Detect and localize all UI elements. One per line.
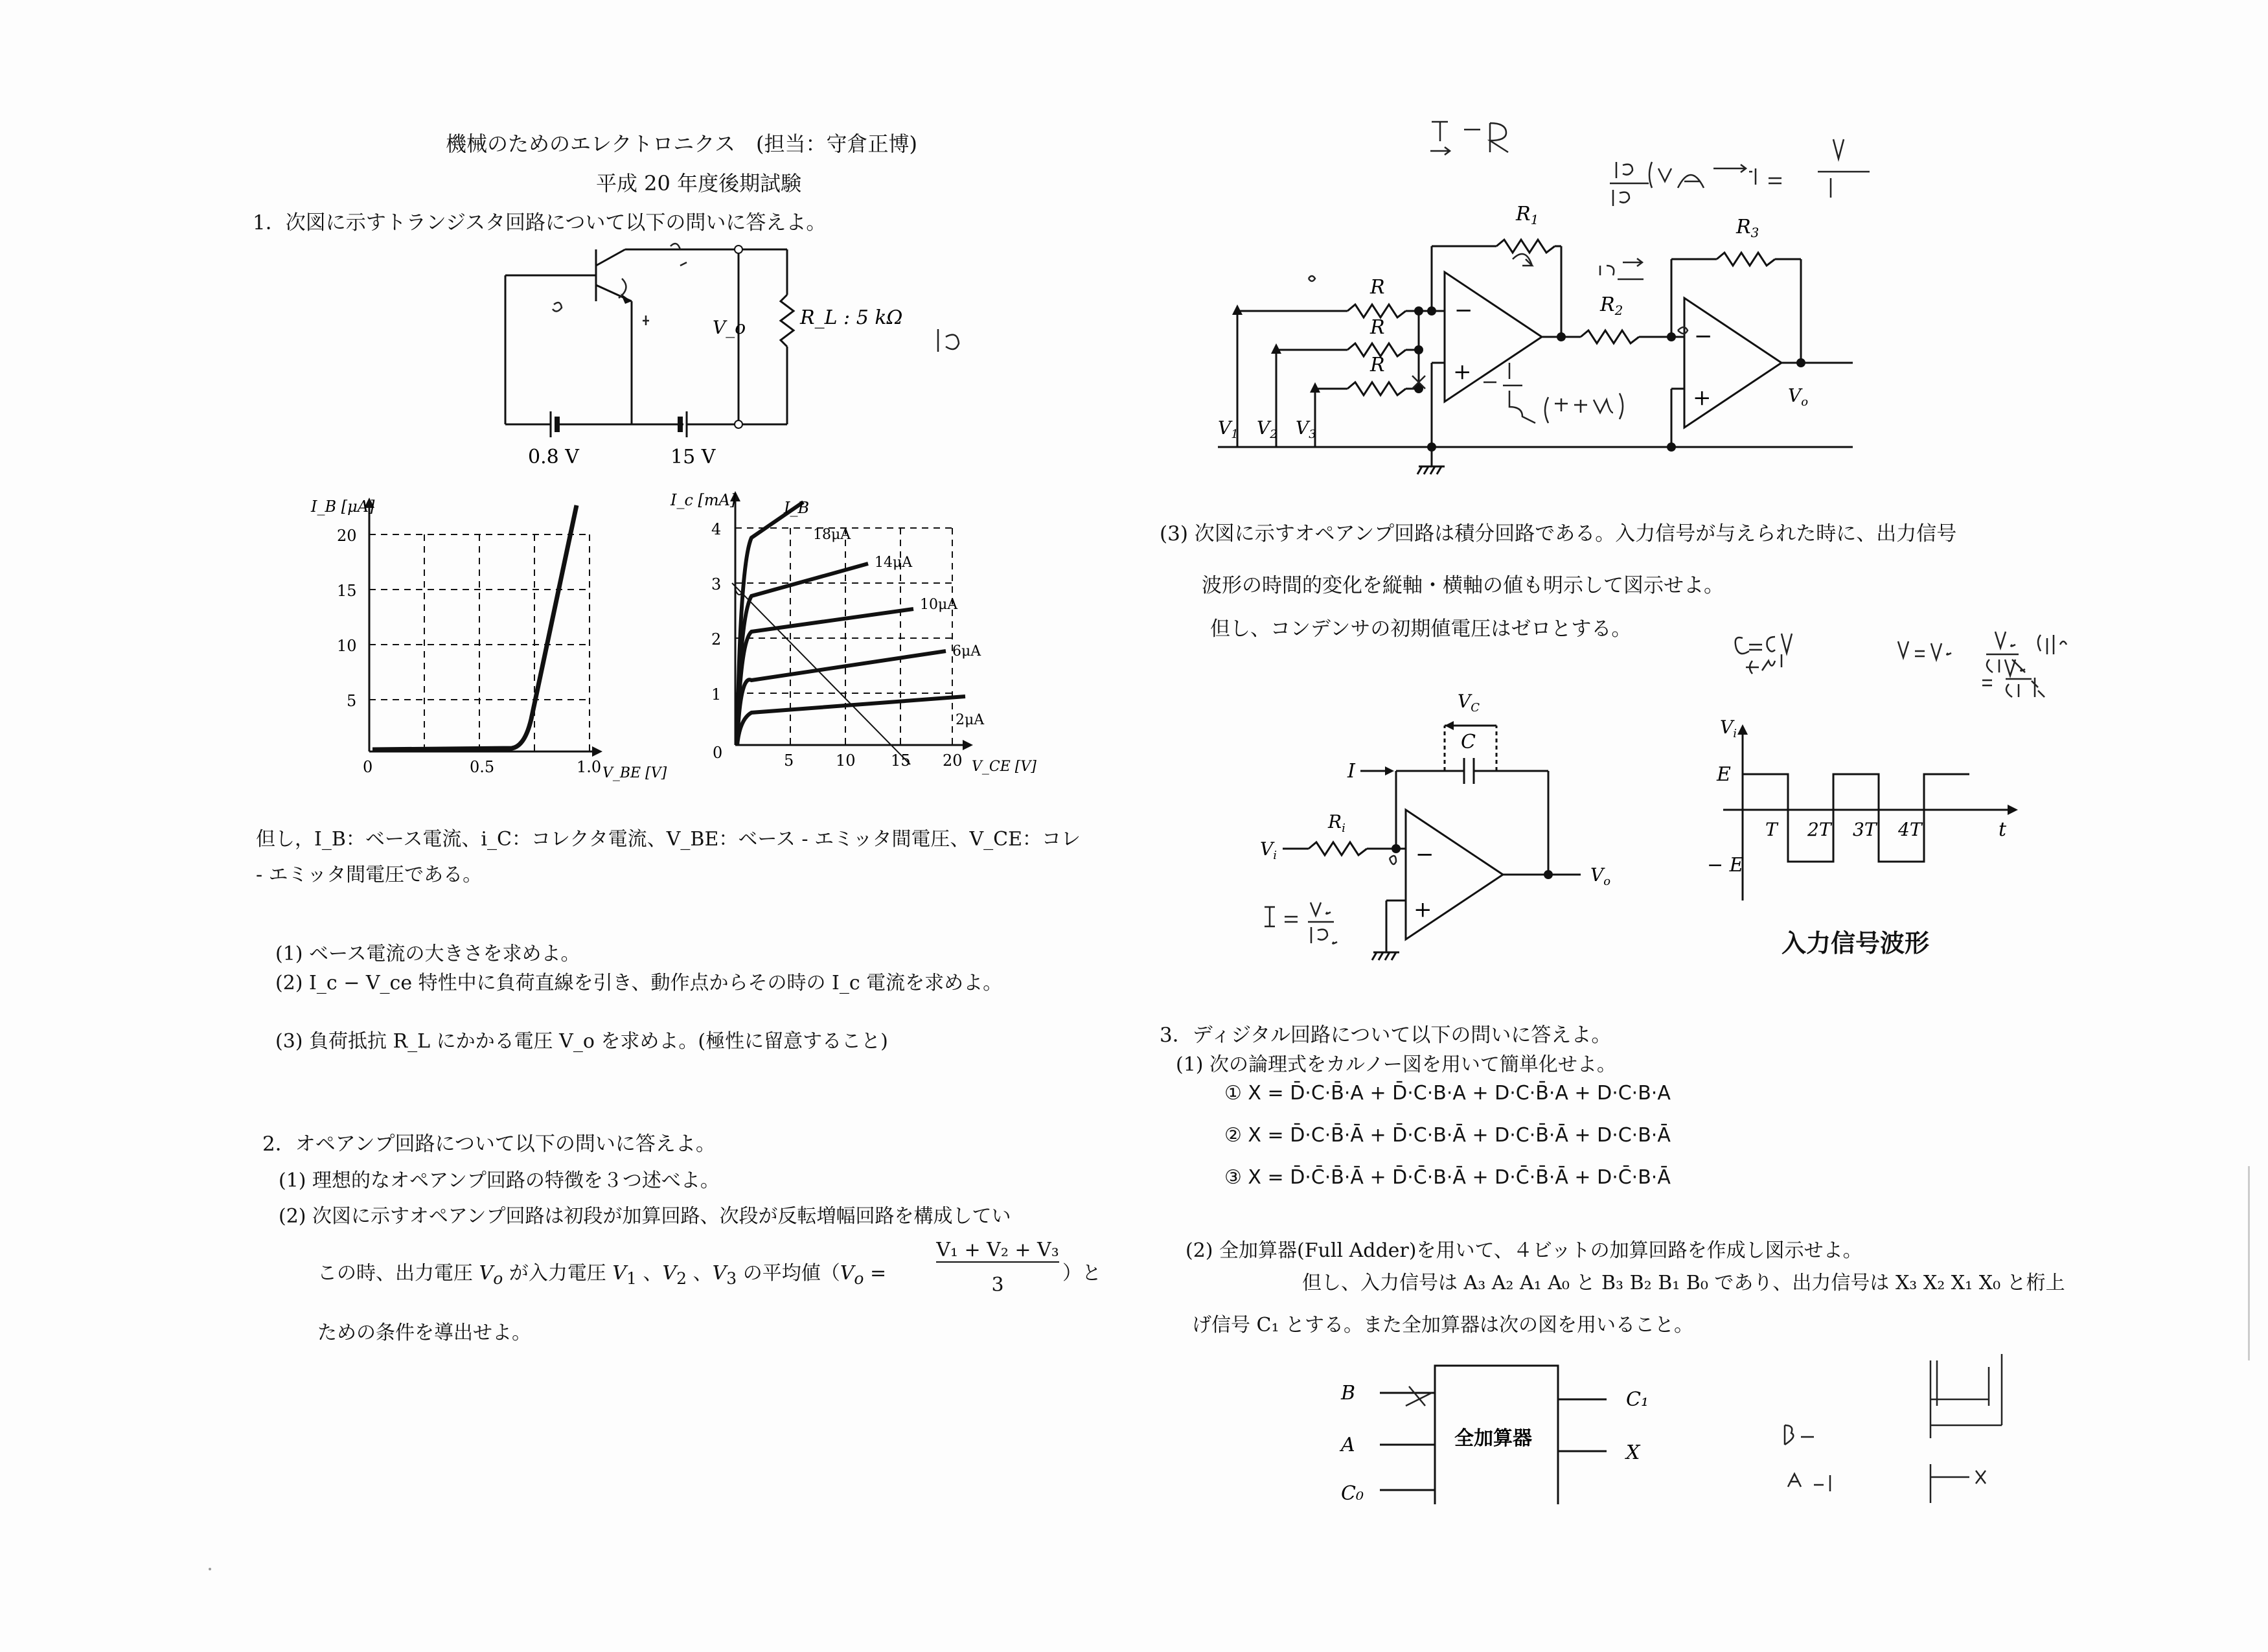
q2-item-3-line2: 波形の時間的変化を縦軸・横軸の値も明示して図示せよ。 xyxy=(1202,574,1724,597)
q3-item-1: (1) 次の論理式をカルノー図を用いて簡単化せよ。 xyxy=(1176,1053,1616,1076)
q3-item-2: (2) 全加算器(Full Adder)を用いて、４ビットの加算回路を作成し図示せよ。 xyxy=(1186,1239,1862,1262)
g2-xtick: 5 xyxy=(784,751,794,770)
adder-output-c1: C₁ xyxy=(1626,1388,1649,1411)
wave-tick-4t: 4T xyxy=(1898,819,1922,840)
q2-item-1: (1) 理想的なオペアンプ回路の特徴を３つ述べよ。 xyxy=(279,1169,720,1192)
opamp-sum-circuit xyxy=(1218,117,2034,479)
q1-note-1: 但し，I_B：ベース電流、i_C：コレクタ電流、V_BE：ベース ‐ エミッタ間電圧、V_CE：コレ xyxy=(256,828,1081,851)
full-adder-block xyxy=(1334,1354,1697,1509)
g2-xtick: 15 xyxy=(891,751,911,770)
g1-ylabel: I_B [μA] xyxy=(311,498,375,516)
svg-text:I: I xyxy=(1347,760,1355,783)
svg-text:R: R xyxy=(1370,316,1385,339)
g1-xtick: 0.5 xyxy=(470,758,495,776)
svg-text:V1: $V_1$ xyxy=(1218,417,1239,441)
adder-input-b: B xyxy=(1341,1382,1356,1405)
svg-text:Vo: $V_o$ xyxy=(1788,385,1809,409)
svg-text:R: R xyxy=(1370,276,1385,299)
ib-vbe-graph xyxy=(304,492,667,797)
svg-text:R2: $R_2$ xyxy=(1600,293,1623,318)
waveform-title: 入力信号波形 xyxy=(1781,929,1930,958)
q1-item-2: (2) I_c − V_ce 特性中に負荷直線を引き、動作点からその時の I_c 電流を求めよ。 xyxy=(275,972,1003,994)
q1-note-2: ‐ エミッタ間電圧である。 xyxy=(256,864,483,886)
svg-text:−: − xyxy=(1454,297,1473,323)
curve-label-10: 10μA xyxy=(920,597,958,613)
g1-xtick: 1.0 xyxy=(577,758,602,776)
wave-t-label: t xyxy=(1999,818,2007,841)
g2-xtick: 20 xyxy=(943,751,963,770)
input-waveform xyxy=(1684,713,2021,907)
g2-xlabel: V_CE [V] xyxy=(972,759,1037,775)
g1-origin: 0 xyxy=(363,758,373,776)
svg-text:R: R xyxy=(1370,354,1385,376)
exam-subtitle: 平成 20 年度後期試験 xyxy=(596,171,802,196)
svg-text:+: + xyxy=(1453,359,1472,385)
svg-text:Vi: $V_i$ xyxy=(1720,717,1737,740)
q2-heading: 2．オペアンプ回路について以下の問いに答えよ。 xyxy=(262,1132,716,1156)
curve-label-14: 14μA xyxy=(875,555,913,571)
q3-heading: 3．ディジタル回路について以下の問いに答えよ。 xyxy=(1160,1024,1612,1047)
formula-numerator: V₁ + V₂ + V₃ xyxy=(936,1239,1059,1261)
svg-text:V2: $V_2$ xyxy=(1257,417,1277,441)
formula-denominator: 3 xyxy=(991,1274,1004,1296)
curve-label-2: 2μA xyxy=(956,712,985,728)
g2-xtick: 10 xyxy=(836,751,856,770)
g2-ytick: 1 xyxy=(711,685,722,704)
g2-origin: 0 xyxy=(713,744,723,762)
g1-xlabel: V_BE [V] xyxy=(602,765,667,781)
rl-label: R_L : 5 kΩ xyxy=(800,306,903,329)
scan-speck xyxy=(209,1568,211,1570)
handwritten-sketch xyxy=(1775,1348,2073,1509)
handwritten-mark xyxy=(933,324,972,356)
adder-input-a: A xyxy=(1341,1434,1355,1456)
logic-eq-1: ① X = D̄·C·B̄·A + D̄·C·B·A + D·C·B̄·A + D·C·B·A xyxy=(1224,1082,1671,1105)
ic-vce-graph xyxy=(654,486,1043,797)
svg-text:Vi: $V_i$ xyxy=(1260,838,1277,862)
g2-curve-label: I_B xyxy=(784,499,810,517)
svg-text:−: − xyxy=(1415,842,1434,867)
g1-ytick: 20 xyxy=(337,527,357,545)
adder-input-c0: C₀ xyxy=(1341,1482,1364,1505)
q2-item-2-end: ための条件を導出せよ。 xyxy=(317,1322,531,1344)
g1-ytick: 10 xyxy=(337,637,357,655)
svg-text:−: − xyxy=(1694,323,1713,349)
svg-text:VC: $V_C$ xyxy=(1458,691,1480,715)
q2-item-3-line3: 但し、コンデンサの初期値電圧はゼロとする。 xyxy=(1210,617,1632,641)
q1-item-1: (1) ベース電流の大きさを求めよ。 xyxy=(275,943,580,965)
svg-text:Ri: $R_i$ xyxy=(1328,811,1346,835)
exam-title: 機械のためのエレクトロニクス (担当：守倉正博) xyxy=(446,132,918,156)
curve-label-6: 6μA xyxy=(952,643,981,660)
wave-tick-2t: 2T xyxy=(1807,819,1831,840)
q1-heading: 1．次図に示すトランジスタ回路について以下の問いに答えよ。 xyxy=(253,211,827,235)
q1-item-3: (3) 負荷抵抗 R_L にかかる電圧 V_o を求めよ。(極性に留意すること) xyxy=(275,1030,888,1053)
curve-label-18: 18μA xyxy=(813,527,851,543)
q2-item-2-cont: この時、出力電圧 $V_o$ が入力電圧 $V_1$ 、$V_2$ 、$V_3$ の平均値（$V_o$ = xyxy=(317,1262,887,1288)
g2-ytick: 4 xyxy=(711,520,722,538)
q3-item-2-line3: げ信号 C₁ とする。また全加算器は次の図を用いること。 xyxy=(1192,1314,1694,1337)
logic-eq-3: ③ X = D̄·C̄·B̄·Ā + D̄·C̄·B·Ā + D·C̄·B̄·Ā + D·C̄·B·Ā xyxy=(1224,1166,1671,1189)
vo-label: V_o xyxy=(713,317,746,338)
g2-ytick: 2 xyxy=(711,630,722,648)
svg-text:R1: $R_1$ xyxy=(1516,203,1539,227)
wave-tick-t: T xyxy=(1765,819,1778,840)
transistor-circuit xyxy=(492,230,920,470)
scan-edge xyxy=(2248,1166,2250,1360)
svg-text:C: C xyxy=(1461,731,1476,753)
wave-neg-e: − E xyxy=(1707,854,1744,877)
svg-text:Vo: $V_o$ xyxy=(1590,864,1611,888)
q2-item-3: (3) 次図に示すオペアンプ回路は積分回路である。入力信号が与えられた時に、出力信号 xyxy=(1160,522,1957,545)
svg-text:R3: $R_3$ xyxy=(1736,216,1759,240)
q3-item-2-line2: 但し、入力信号は A₃ A₂ A₁ A₀ と B₃ B₂ B₁ B₀ であり、出力信号は X₃ X₂ X₁ X₀ と桁上 xyxy=(1302,1272,2065,1294)
g1-ytick: 5 xyxy=(347,692,357,710)
svg-text:+: + xyxy=(1414,897,1432,923)
integrator-circuit xyxy=(1244,661,1658,972)
vb-label: 0.8 V xyxy=(528,446,579,468)
vc-label: 15 V xyxy=(670,446,716,468)
g1-ytick: 15 xyxy=(337,582,357,600)
logic-eq-2: ② X = D̄·C·B̄·Ā + D̄·C·B·Ā + D·C·B̄·Ā + D·C·B·Ā xyxy=(1224,1124,1671,1147)
q2-item-2: (2) 次図に示すオペアンプ回路は初段が加算回路、次段が反転増幅回路を構成してい xyxy=(279,1205,1011,1228)
q2-item-2-tail: ）と xyxy=(1062,1262,1101,1285)
wave-e: E xyxy=(1717,763,1731,786)
wave-tick-3t: 3T xyxy=(1853,819,1877,840)
g2-ytick: 3 xyxy=(711,575,722,593)
adder-output-x: X xyxy=(1626,1441,1640,1464)
adder-label: 全加算器 xyxy=(1454,1427,1532,1450)
svg-text:V3: $V_3$ xyxy=(1296,417,1316,441)
g2-ylabel: I_c [mA] xyxy=(670,491,737,509)
svg-text:+: + xyxy=(1693,385,1712,411)
